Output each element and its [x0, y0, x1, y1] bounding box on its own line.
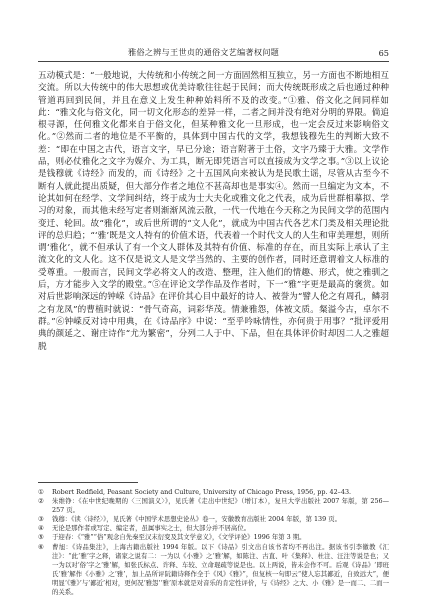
footnote-text: 朱维铮：《在中世纪晚期的〈三国演义〉》，见氏著《走出中世纪》（增订本），复旦大学出版社 2007 年版，第 256—257 页。: [52, 497, 389, 515]
footnote-text: 无论是那作者或写定、编定者，虽属事实之士，但大部分并不居高位。: [52, 524, 251, 533]
running-title: 雅俗之辨与王世贞的通俗文艺编著权问题: [128, 47, 279, 57]
running-header: [38, 44, 389, 62]
footnote-number: ②: [38, 497, 44, 506]
footnote-number: ⑤: [38, 533, 44, 542]
footnote-number: ①: [38, 488, 44, 496]
footnote-text: 于迎春：《“雅”“俗”观念自先秦至汉末衍变及其文学意义》，《文学评论》1996 年第 3 期。: [52, 533, 306, 542]
footnote-text: Robert Redfield, Peasant Society and Culture, University of Chicago Press, 1956, pp. 42–43.: [52, 488, 352, 496]
footnote-number: ⑥: [38, 542, 44, 551]
footnote: [38, 497, 389, 515]
footnote-text: 曹旭：《诗品集注》，上海古籍出版社 1994 年版。以下《诗品》引文出自该书者均不再出注。据该书引李徽教《汇注》：“此‘雅’字之释，诸家之说有二：一为以《小雅》之‘雅’解，如陈注、古直、叶《集释》、杜注、汪注等说是也；又一为以对‘俗’字之‘雅’解，如张氏标点、许释、车较、立命琨疏等说是也。以上两说，皆未会作不可。后观《诗品》‘即班氏‘雅’解作《小雅》之‘雅’，加上品所评阮籍诗释作全于《风》《雅》”，但复核一句即云“使人忘其鄙近，自致远大”，便明显‘《雅》’与‘鄙近’相对，更何况‘雅怨’‘雅’原本就是对音乐的肯定性评价，与《诗经》之大、小《雅》是一而二、二而一的关系。: [52, 542, 389, 597]
footnote: [38, 543, 389, 598]
footnote-text: 钱穆：《读〈诗经〉》，见氏著《中国学术思想史论丛》卷一，安徽教育出版社 2004 年版，第 139 页。: [52, 515, 342, 524]
footnotes: [38, 488, 389, 597]
body-text: [38, 70, 389, 353]
paragraph: 五动模式是：“一般地说，大传统和小传统之间一方面固然相互独立，另一方面也不断地相互交流。所以大传统中的伟大思想或优美诗歌往往起于民间；而大传统既形成之后也通过种种管道再回到民间，并且在意义上发生种种始料所不及的改变。”①雅、俗文化之间同样如此：“雅文化与俗文化，同一切文化形态的差异一样，二者之间并没有绝对分明的界限。倘追根寻源，任何雅文化都来自于俗文化，但某种雅文化一旦形成，也一定会反过来影响俗文化。”②然而二者的地位是不平衡的，具体到中国古代的文学，我想钱穆先生的判断大致不差：“即在中国之古代，语言文字，早已分途；语言附著于土俗，文字乃臻于大雅。文学作品，则必仗雅化之文字为媒介、为工具，断无即凭语言可以直接成为文学之事。”③以上议论是钱穆就《诗经》而发的，而《诗经》之十五国风向来被认为是民歌土谣，尽管从古至今不断有人就此提出质疑，但大部分作者之地位不甚高却也是事实④。然而一旦编定为文本，不论其如何在经学、文学间纠结，终于成为士大夫化或雅文化之代表，成为后世群相摹拟、学习的对象，而其他未经写定者则渐渐风流云散，一代一代地在今天称之为民间文学的范围内变迁、轮回。故“雅化”，或后世所谓的“文人化”，就成为中国古代各艺术门类及相关理论批评的总归趋；“‘雅’既是文人特有的价值术语，代表着一个时代文人的人生和审美理想，则所谓‘雅化’，就不但承认了有一个文人群体及其特有价值、标准的存在，而且实际上承认了主流文化的文人化。这不仅是说文人是文学当然的、主要的创作者，同时还意谓着文人标准的受尊重。一般而言，民间文学必将文人的改造、整理，注入他们的情趣、形式，使之雅驯之后，方才能步入文学的殿堂。”⑤在评论文学作品及作者时，下一“雅”字更是最高的褒赏。如对后世影响深远的钟嵘《诗品》在评价其心目中最好的诗人、被誉为“譬人伦之有周孔，鳞羽之有龙凤”的曹植时就说：“骨气奇高，词彩华茂。情兼雅怨，体被文质。粲溢今古，卓尔不群。”⑥钟嵘反对诗中用典，在《诗品序》中说：“至乎吟咏情性，亦何贵于用事？”批评爱用典的颜延之、谢庄诗作“尤为繁密”，分列二人于中、下品，但在具体评价时却因二人之雅超脱: [38, 71, 389, 352]
footnote-number: ③: [38, 515, 44, 524]
footnote: [38, 488, 389, 497]
footnote: [38, 533, 389, 542]
page-number: 65: [378, 48, 389, 58]
footnote-number: ④: [38, 524, 44, 533]
footnote: [38, 515, 389, 524]
footnote-rule: [38, 482, 138, 483]
